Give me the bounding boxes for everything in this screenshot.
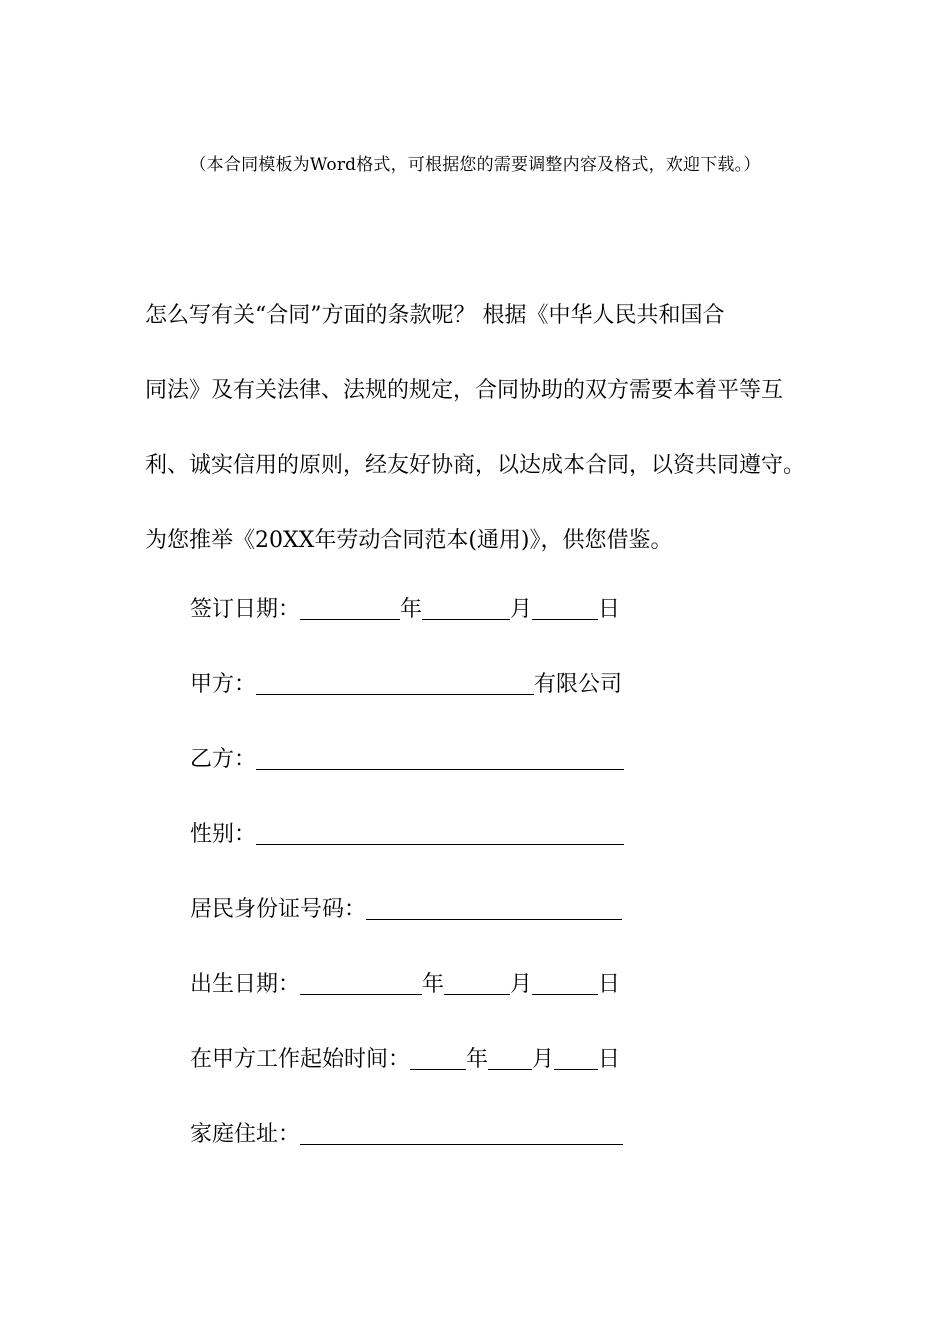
party-a-label: 甲方：: [190, 672, 257, 697]
start-month-blank[interactable]: [488, 1047, 532, 1070]
year-unit: 年: [466, 1047, 489, 1072]
party-b-label: 乙方：: [190, 747, 257, 772]
month-unit: 月: [532, 1047, 555, 1072]
gender-row: [190, 820, 624, 850]
address-blank[interactable]: [300, 1122, 623, 1145]
template-note: （本合同模板为Word格式，可根据您的需要调整内容及格式，欢迎下载。）: [189, 155, 761, 175]
birth-date-row: [190, 970, 620, 1000]
start-day-blank[interactable]: [554, 1047, 598, 1070]
sign-date-label: 签订日期：: [190, 597, 301, 622]
birth-date-label: 出生日期：: [190, 972, 301, 997]
id-number-row: [190, 895, 622, 925]
party-b-blank[interactable]: [256, 747, 624, 770]
birth-month-blank[interactable]: [444, 972, 510, 995]
sign-day-blank[interactable]: [532, 597, 598, 620]
sign-date-row: [190, 595, 620, 625]
gender-label: 性别：: [190, 822, 257, 847]
day-unit: 日: [598, 1047, 621, 1072]
birth-year-blank[interactable]: [300, 972, 422, 995]
intro-line-3: 利、诚实信用的原则，经友好协商，以达成本合同，以资共同遵守。: [145, 453, 806, 478]
id-number-label: 居民身份证号码：: [190, 897, 367, 922]
day-unit: 日: [598, 972, 621, 997]
start-date-row: [190, 1045, 620, 1075]
gender-blank[interactable]: [256, 822, 624, 845]
address-row: [190, 1120, 623, 1150]
party-b-row: [190, 745, 624, 775]
sign-month-blank[interactable]: [422, 597, 510, 620]
month-unit: 月: [510, 972, 533, 997]
party-a-blank[interactable]: [256, 672, 534, 695]
address-label: 家庭住址：: [190, 1122, 301, 1147]
id-number-blank[interactable]: [366, 897, 622, 920]
party-a-row: [190, 670, 622, 700]
birth-day-blank[interactable]: [532, 972, 598, 995]
intro-line-1: 怎么写有关“合同”方面的条款呢？ 根据《中华人民共和国合: [145, 303, 725, 328]
start-year-blank[interactable]: [410, 1047, 466, 1070]
year-unit: 年: [400, 597, 423, 622]
intro-line-2: 同法》及有关法律、法规的规定，合同协助的双方需要本着平等互: [145, 378, 784, 403]
year-unit: 年: [422, 972, 445, 997]
party-a-suffix: 有限公司: [534, 672, 623, 697]
intro-line-4: 为您推举《20XX年劳动合同范本(通用)》，供您借鉴。: [145, 528, 673, 553]
month-unit: 月: [510, 597, 533, 622]
sign-year-blank[interactable]: [300, 597, 400, 620]
start-date-label: 在甲方工作起始时间：: [190, 1047, 411, 1072]
day-unit: 日: [598, 597, 621, 622]
